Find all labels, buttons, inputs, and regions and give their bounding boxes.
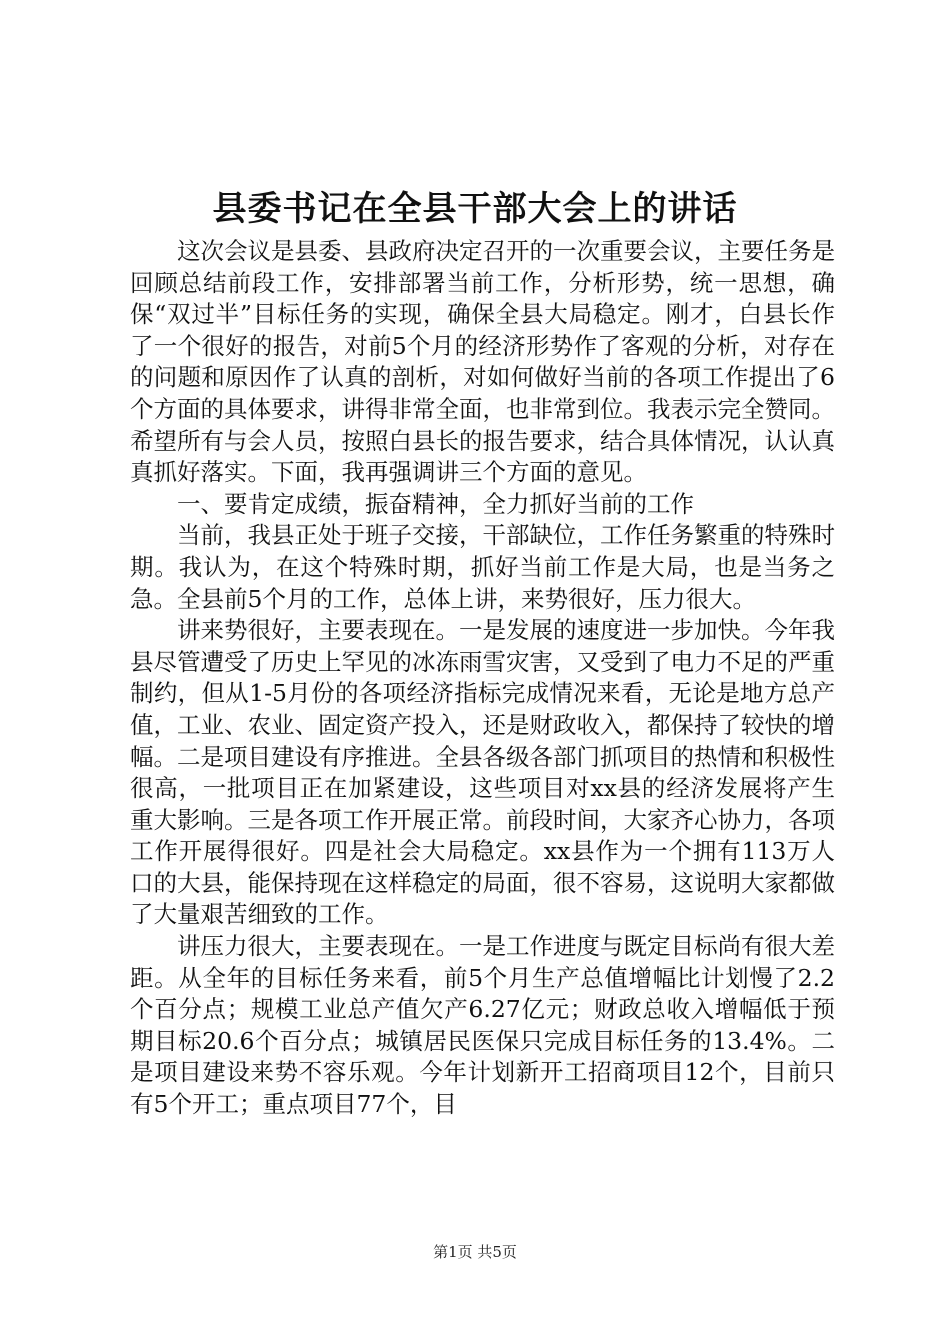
paragraph-current-situation: 当前，我县正处于班子交接，干部缺位，工作任务繁重的特殊时期。我认为，在这个特殊时期，抓好当前工作是大局，也是当务之急。全县前5个月的工作，总体上讲，来势很好，压力很大。: [130, 521, 835, 613]
paragraph-pressure: 讲压力很大，主要表现在。一是工作进度与既定目标尚有很大差距。从全年的目标任务来看，前5个月生产总值增幅比计划慢了2.2个百分点；规模工业总产值欠产6.27亿元；财政总收入增幅低于预期目标20.6个百分点；城镇居民医保只完成目标任务的13.4%。二是项目建设来势不容乐观。今年计划新开工招商项目12个，目前只有5个开工；重点项目77个，目: [130, 932, 835, 1119]
section-heading-1: 一、要肯定成绩，振奋精神，全力抓好当前的工作: [177, 489, 694, 518]
paragraph-good-momentum: 讲来势很好，主要表现在。一是发展的速度进一步加快。今年我县尽管遭受了历史上罕见的冰冻雨雪灾害，又受到了电力不足的严重制约，但从1-5月份的各项经济指标完成情况来看，无论是地方总产值，工业、农业、固定资产投入，还是财政收入，都保持了较快的增幅。二是项目建设有序推进。全县各级各部门抓项目的热情和积极性很高，一批项目正在加紧建设，这些项目对xx县的经济发展将产生重大影响。三是各项工作开展正常。前段时间，大家齐心协力，各项工作开展得很好。四是社会大局稳定。xx县作为一个拥有113万人口的大县，能保持现在这样稳定的局面，很不容易，这说明大家都做了大量艰苦细致的工作。: [130, 616, 835, 929]
document-title: 县委书记在全县干部大会上的讲话: [212, 189, 738, 229]
paragraph-intro: 这次会议是县委、县政府决定召开的一次重要会议，主要任务是回顾总结前段工作，安排部署当前工作，分析形势，统一思想，确保“双过半”目标任务的实现，确保全县大局稳定。刚才，白县长作了一个很好的报告，对前5个月的经济形势作了客观的分析，对存在的问题和原因作了认真的剖析，对如何做好当前的各项工作提出了6个方面的具体要求，讲得非常全面，也非常到位。我表示完全赞同。希望所有与会人员，按照白县长的报告要求，结合具体情况，认认真真抓好落实。下面，我再强调讲三个方面的意见。: [130, 237, 835, 487]
document-body: [130, 236, 835, 1121]
page-footer: 第1页 共5页: [433, 1243, 517, 1261]
